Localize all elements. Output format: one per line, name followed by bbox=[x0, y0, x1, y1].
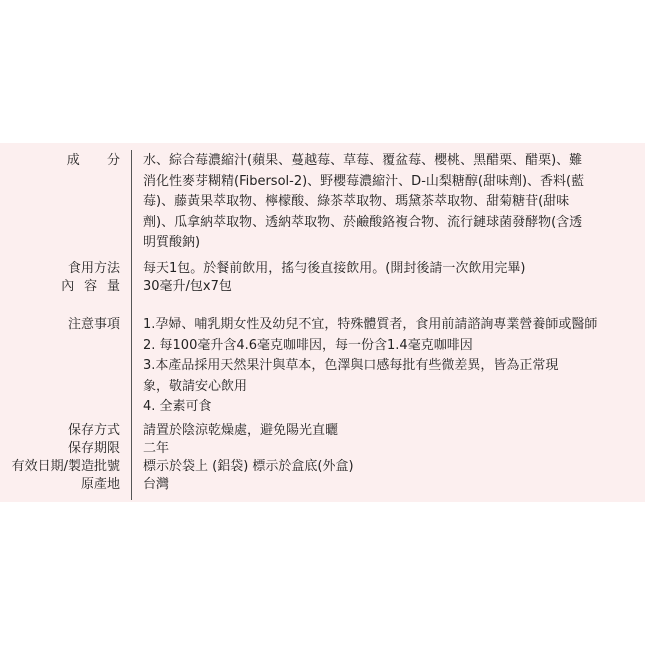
ingredients-line: 莓)、藤黃果萃取物、檸檬酸、綠茶萃取物、瑪黛茶萃取物、甜菊糖苷(甜味 bbox=[143, 194, 570, 209]
ingredients-value bbox=[143, 151, 603, 254]
content-label: 內 容 量 bbox=[61, 279, 123, 294]
ingredients-line: 明質酸鈉) bbox=[143, 235, 201, 250]
notes-line: 4. 全素可食 bbox=[143, 399, 212, 414]
origin-value bbox=[143, 475, 603, 496]
shelf-life-label: 保存期限 bbox=[67, 441, 120, 456]
notes-value bbox=[143, 315, 603, 418]
expiry-text: 標示於袋上 (鋁袋) 標示於盒底(外盒) bbox=[143, 459, 354, 474]
ingredients-label: 成 分 bbox=[66, 153, 128, 168]
notes-line: 3.本產品採用天然果汁與草本，色澤與口感每批有些微差異，皆為正常現 bbox=[143, 358, 559, 373]
ingredients-line: 劑)、瓜拿納萃取物、透納萃取物、菸鹼酸鉻複合物、流行鏈球菌發酵物(含透 bbox=[143, 214, 583, 230]
content-value bbox=[143, 277, 603, 298]
notes-line: 1.孕婦、哺乳期女性及幼兒不宜，特殊體質者，食用前請諮詢專業營養師或醫師 bbox=[143, 317, 598, 332]
notes-line: 2. 每100毫升含4.6毫克咖啡因，每一份含1.4毫克咖啡因 bbox=[143, 337, 473, 353]
storage-label: 保存方式 bbox=[67, 423, 120, 438]
content-text: 30毫升/包x7包 bbox=[143, 279, 232, 294]
ingredients-line: 消化性麥芽糊精(Fibersol-2)、野櫻莓濃縮汁、D-山梨糖醇(甜味劑)、香料(藍 bbox=[143, 173, 585, 189]
shelf-life-text: 二年 bbox=[143, 441, 170, 456]
expiry-label: 有效日期/製造批號 bbox=[11, 459, 120, 474]
usage-label: 食用方法 bbox=[67, 261, 120, 276]
storage-text: 請置於陰涼乾燥處，避免陽光直曬 bbox=[143, 423, 339, 438]
product-info-panel bbox=[0, 143, 645, 502]
column-divider bbox=[131, 150, 132, 500]
notes-label: 注意事項 bbox=[67, 317, 120, 332]
notes-line: 象，敬請安心飲用 bbox=[143, 378, 248, 394]
usage-text: 每天1包。於餐前飲用，搖勻後直接飲用。(開封後請一次飲用完畢) bbox=[143, 261, 526, 276]
origin-text: 台灣 bbox=[143, 477, 170, 492]
ingredients-line: 水、綜合莓濃縮汁(蘋果、蔓越莓、草莓、覆盆莓、櫻桃、黑醋栗、醋栗)、難 bbox=[143, 153, 583, 168]
origin-label: 原產地 bbox=[80, 477, 120, 492]
